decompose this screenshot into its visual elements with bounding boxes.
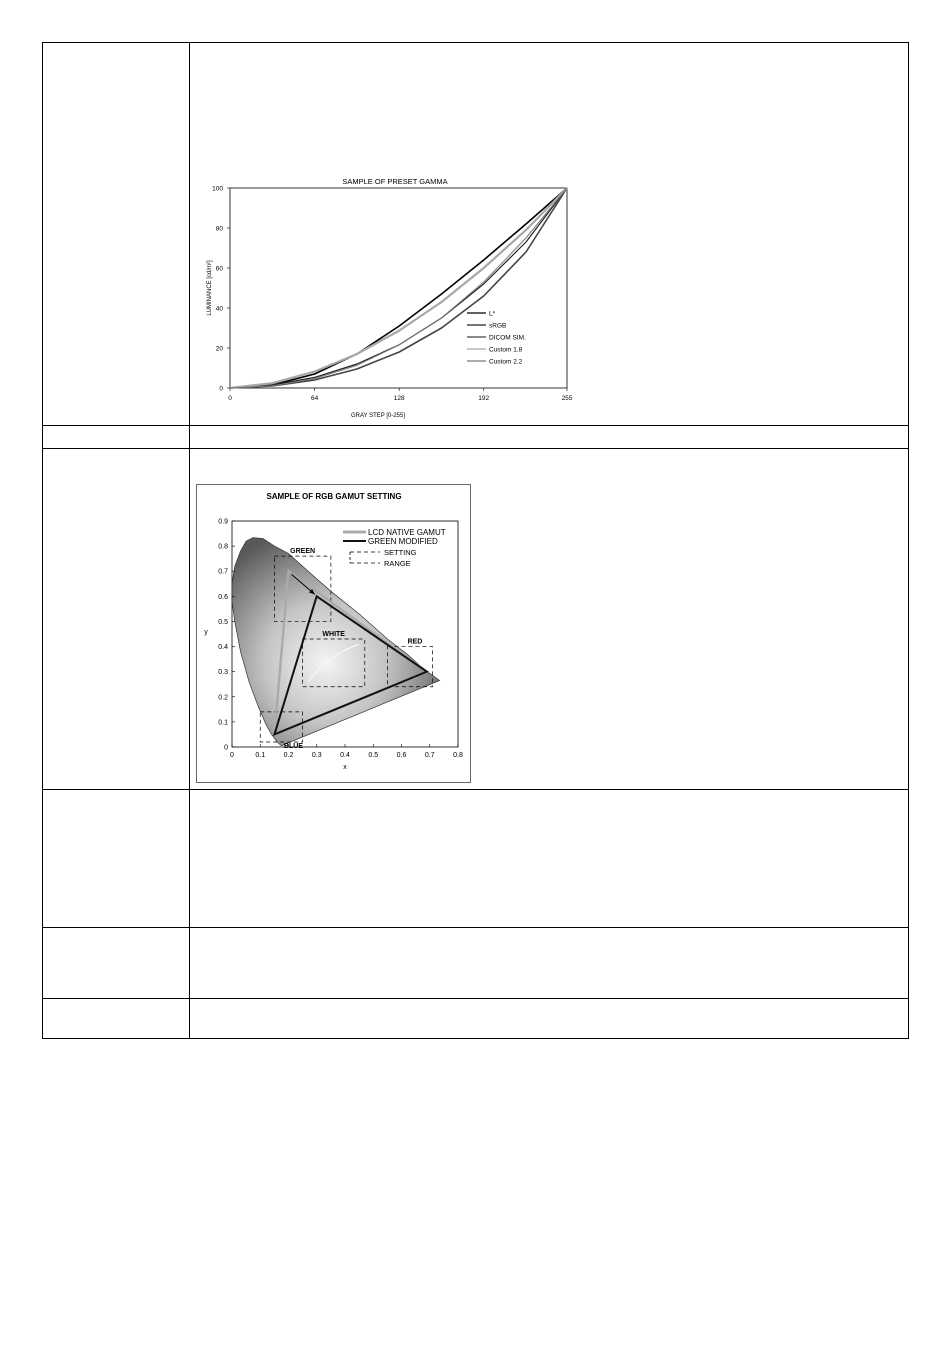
legend-label-native: LCD NATIVE GAMUT bbox=[368, 528, 446, 537]
row-label-cell bbox=[43, 43, 190, 426]
gamut-chart bbox=[196, 484, 472, 784]
row-label-cell bbox=[43, 449, 190, 790]
y-tick-label: 100 bbox=[212, 185, 223, 193]
x-tick-label: 64 bbox=[310, 395, 319, 402]
row-content-cell bbox=[190, 928, 909, 999]
y-tick-label: 0.7 bbox=[218, 568, 228, 576]
y-tick-label: 20 bbox=[215, 345, 223, 353]
box-label: GREEN bbox=[290, 548, 316, 556]
row-content-cell bbox=[190, 790, 909, 928]
legend-label: Custom 1.8 bbox=[489, 346, 523, 354]
legend-label-range: RANGE bbox=[384, 559, 411, 568]
y-tick-label: 0.5 bbox=[218, 618, 228, 626]
y-tick-label: 0.8 bbox=[218, 543, 228, 551]
x-tick-label: 0.1 bbox=[255, 752, 266, 759]
y-tick-label: 60 bbox=[215, 265, 223, 273]
y-tick-label: 0.6 bbox=[218, 593, 228, 601]
y-tick-label: 0 bbox=[219, 385, 223, 393]
table-row bbox=[43, 426, 909, 449]
row-label-cell bbox=[43, 999, 190, 1039]
table-row bbox=[43, 449, 909, 790]
row-content-cell bbox=[190, 426, 909, 449]
x-tick-label: 0.3 bbox=[311, 752, 322, 759]
y-tick-label: 0.2 bbox=[218, 694, 228, 702]
x-tick-label: 128 bbox=[393, 395, 405, 402]
row-content-cell bbox=[190, 999, 909, 1039]
chart-title: SAMPLE OF PRESET GAMMA bbox=[342, 177, 448, 186]
x-tick-label: 0.5 bbox=[368, 752, 379, 759]
y-tick-label: 0.4 bbox=[218, 644, 228, 652]
x-tick-label: 192 bbox=[478, 395, 490, 402]
y-tick-label: 0.1 bbox=[218, 719, 228, 727]
legend-label-modified: GREEN MODIFIED bbox=[368, 537, 438, 546]
x-tick-label: 0.7 bbox=[424, 752, 435, 759]
x-tick-label: 0 bbox=[230, 752, 234, 759]
x-tick-label: 0 bbox=[228, 395, 232, 402]
x-axis-label: x bbox=[343, 764, 347, 771]
legend-label: DICOM SIM. bbox=[489, 334, 526, 342]
chart-title: SAMPLE OF RGB GAMUT SETTING bbox=[266, 492, 402, 501]
row-label-cell bbox=[43, 928, 190, 999]
table-row bbox=[43, 790, 909, 928]
table-row bbox=[43, 928, 909, 999]
gamma-chart bbox=[199, 172, 579, 420]
chart-legend bbox=[467, 311, 526, 366]
y-tick-label: 0 bbox=[224, 744, 228, 752]
table-row bbox=[43, 43, 909, 426]
y-tick-label: 0.9 bbox=[218, 518, 228, 526]
spec-table bbox=[42, 42, 909, 1039]
legend-label: sRGB bbox=[489, 322, 507, 330]
box-label: WHITE bbox=[322, 631, 345, 639]
tick-group bbox=[212, 186, 573, 403]
x-tick-label: 0.6 bbox=[396, 752, 407, 759]
y-tick-label: 0.3 bbox=[218, 669, 228, 677]
x-tick-label: 0.2 bbox=[283, 752, 294, 759]
row-content-cell bbox=[190, 43, 909, 426]
box-label: BLUE bbox=[283, 742, 303, 750]
row-label-cell bbox=[43, 790, 190, 928]
box-label: RED bbox=[407, 638, 423, 646]
y-tick-label: 80 bbox=[215, 225, 223, 233]
y-axis-label: LUMINANCE [cd/m²] bbox=[207, 260, 213, 316]
x-tick-label: 0.8 bbox=[453, 752, 463, 759]
x-tick-label: 255 bbox=[561, 395, 573, 402]
row-label-cell bbox=[43, 426, 190, 449]
table-row bbox=[43, 999, 909, 1039]
legend-label-setting: SETTING bbox=[384, 548, 417, 557]
y-tick-label: 40 bbox=[215, 305, 223, 313]
legend-label: L* bbox=[489, 310, 496, 318]
y-axis-label: y bbox=[204, 629, 208, 636]
legend-label: Custom 2.2 bbox=[489, 358, 523, 366]
row-content-cell bbox=[190, 449, 909, 790]
x-axis-label: GRAY STEP [0-255] bbox=[350, 413, 406, 419]
x-tick-label: 0.4 bbox=[340, 752, 350, 759]
